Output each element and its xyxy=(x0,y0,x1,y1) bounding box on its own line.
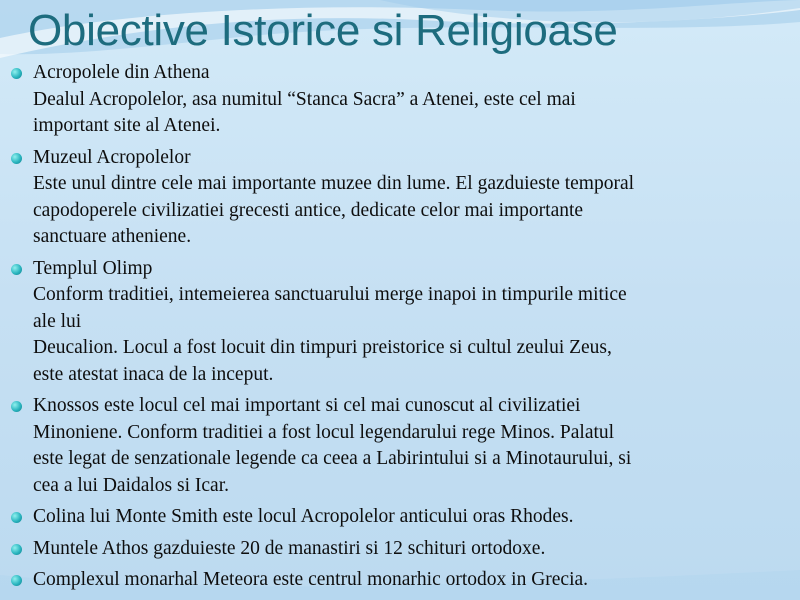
bullet-item xyxy=(0,567,800,594)
bullet-dot-icon xyxy=(11,512,22,523)
bullet-text-line: Knossos este locul cel mai important si cel mai cunoscut al civilizatiei xyxy=(33,395,581,416)
bullet-text-line: Este unul dintre cele mai importante muzee din lume. El gazduieste temporal xyxy=(33,173,635,194)
bullet-item xyxy=(0,60,800,140)
bullet-item xyxy=(0,256,800,389)
bullet-dot-icon xyxy=(11,575,22,586)
bullet-dot-icon xyxy=(11,68,22,79)
bullet-item xyxy=(0,504,800,531)
bullet-text-line: Complexul monarhal Meteora este centrul monarhic ortodox in Grecia. xyxy=(33,569,589,590)
bullet-text-line: Acropolele din Athena xyxy=(33,62,210,83)
bullet-text-line: este atestat inaca de la inceput. xyxy=(33,363,274,385)
bullet-list xyxy=(0,60,800,599)
slide-title: Obiective Istorice si Religioase xyxy=(28,6,618,55)
bullet-text-line: Conform traditiei, intemeierea sanctuarului merge inapoi in timpurile mitice xyxy=(33,284,627,305)
bullet-text-line: sanctuare atheniene. xyxy=(33,226,192,247)
bullet-text-line: Deucalion. Locul a fost locuit din timpuri preistorice si cultul zeului Zeus, xyxy=(33,337,612,358)
bullet-item xyxy=(0,393,800,499)
bullet-text-line: Muntele Athos gazduieste 20 de manastiri si 12 schituri ortodoxe. xyxy=(33,537,546,559)
bullet-text-line: este legat de senzationale legende ca ceea a Labirintului si a Minotaurului, si xyxy=(33,448,632,469)
bullet-text-line: Muzeul Acropolelor xyxy=(33,146,191,168)
bullet-text-line: Minoniene. Conform traditiei a fost locul legendarului rege Minos. Palatul xyxy=(33,421,615,443)
bullet-text-line: Dealul Acropolelor, asa numitul “Stanca Sacra” a Atenei, este cel mai xyxy=(33,88,576,110)
bullet-text-line: cea a lui Daidalos si Icar. xyxy=(33,474,229,496)
bullet-item xyxy=(0,536,800,563)
bullet-dot-icon xyxy=(11,264,22,275)
bullet-text-line: capodoperele civilizatiei grecesti antice, dedicate celor mai importante xyxy=(33,199,584,221)
bullet-dot-icon xyxy=(11,153,22,164)
bullet-text-line: Colina lui Monte Smith este locul Acropolelor anticului oras Rhodes. xyxy=(33,506,574,527)
bullet-item xyxy=(0,145,800,251)
bullet-text-line: Templul Olimp xyxy=(33,257,153,279)
bullet-dot-icon xyxy=(11,401,22,412)
bullet-text-line: important site al Atenei. xyxy=(33,115,221,136)
bullet-text-line: ale lui xyxy=(33,310,82,332)
bullet-dot-icon xyxy=(11,544,22,555)
